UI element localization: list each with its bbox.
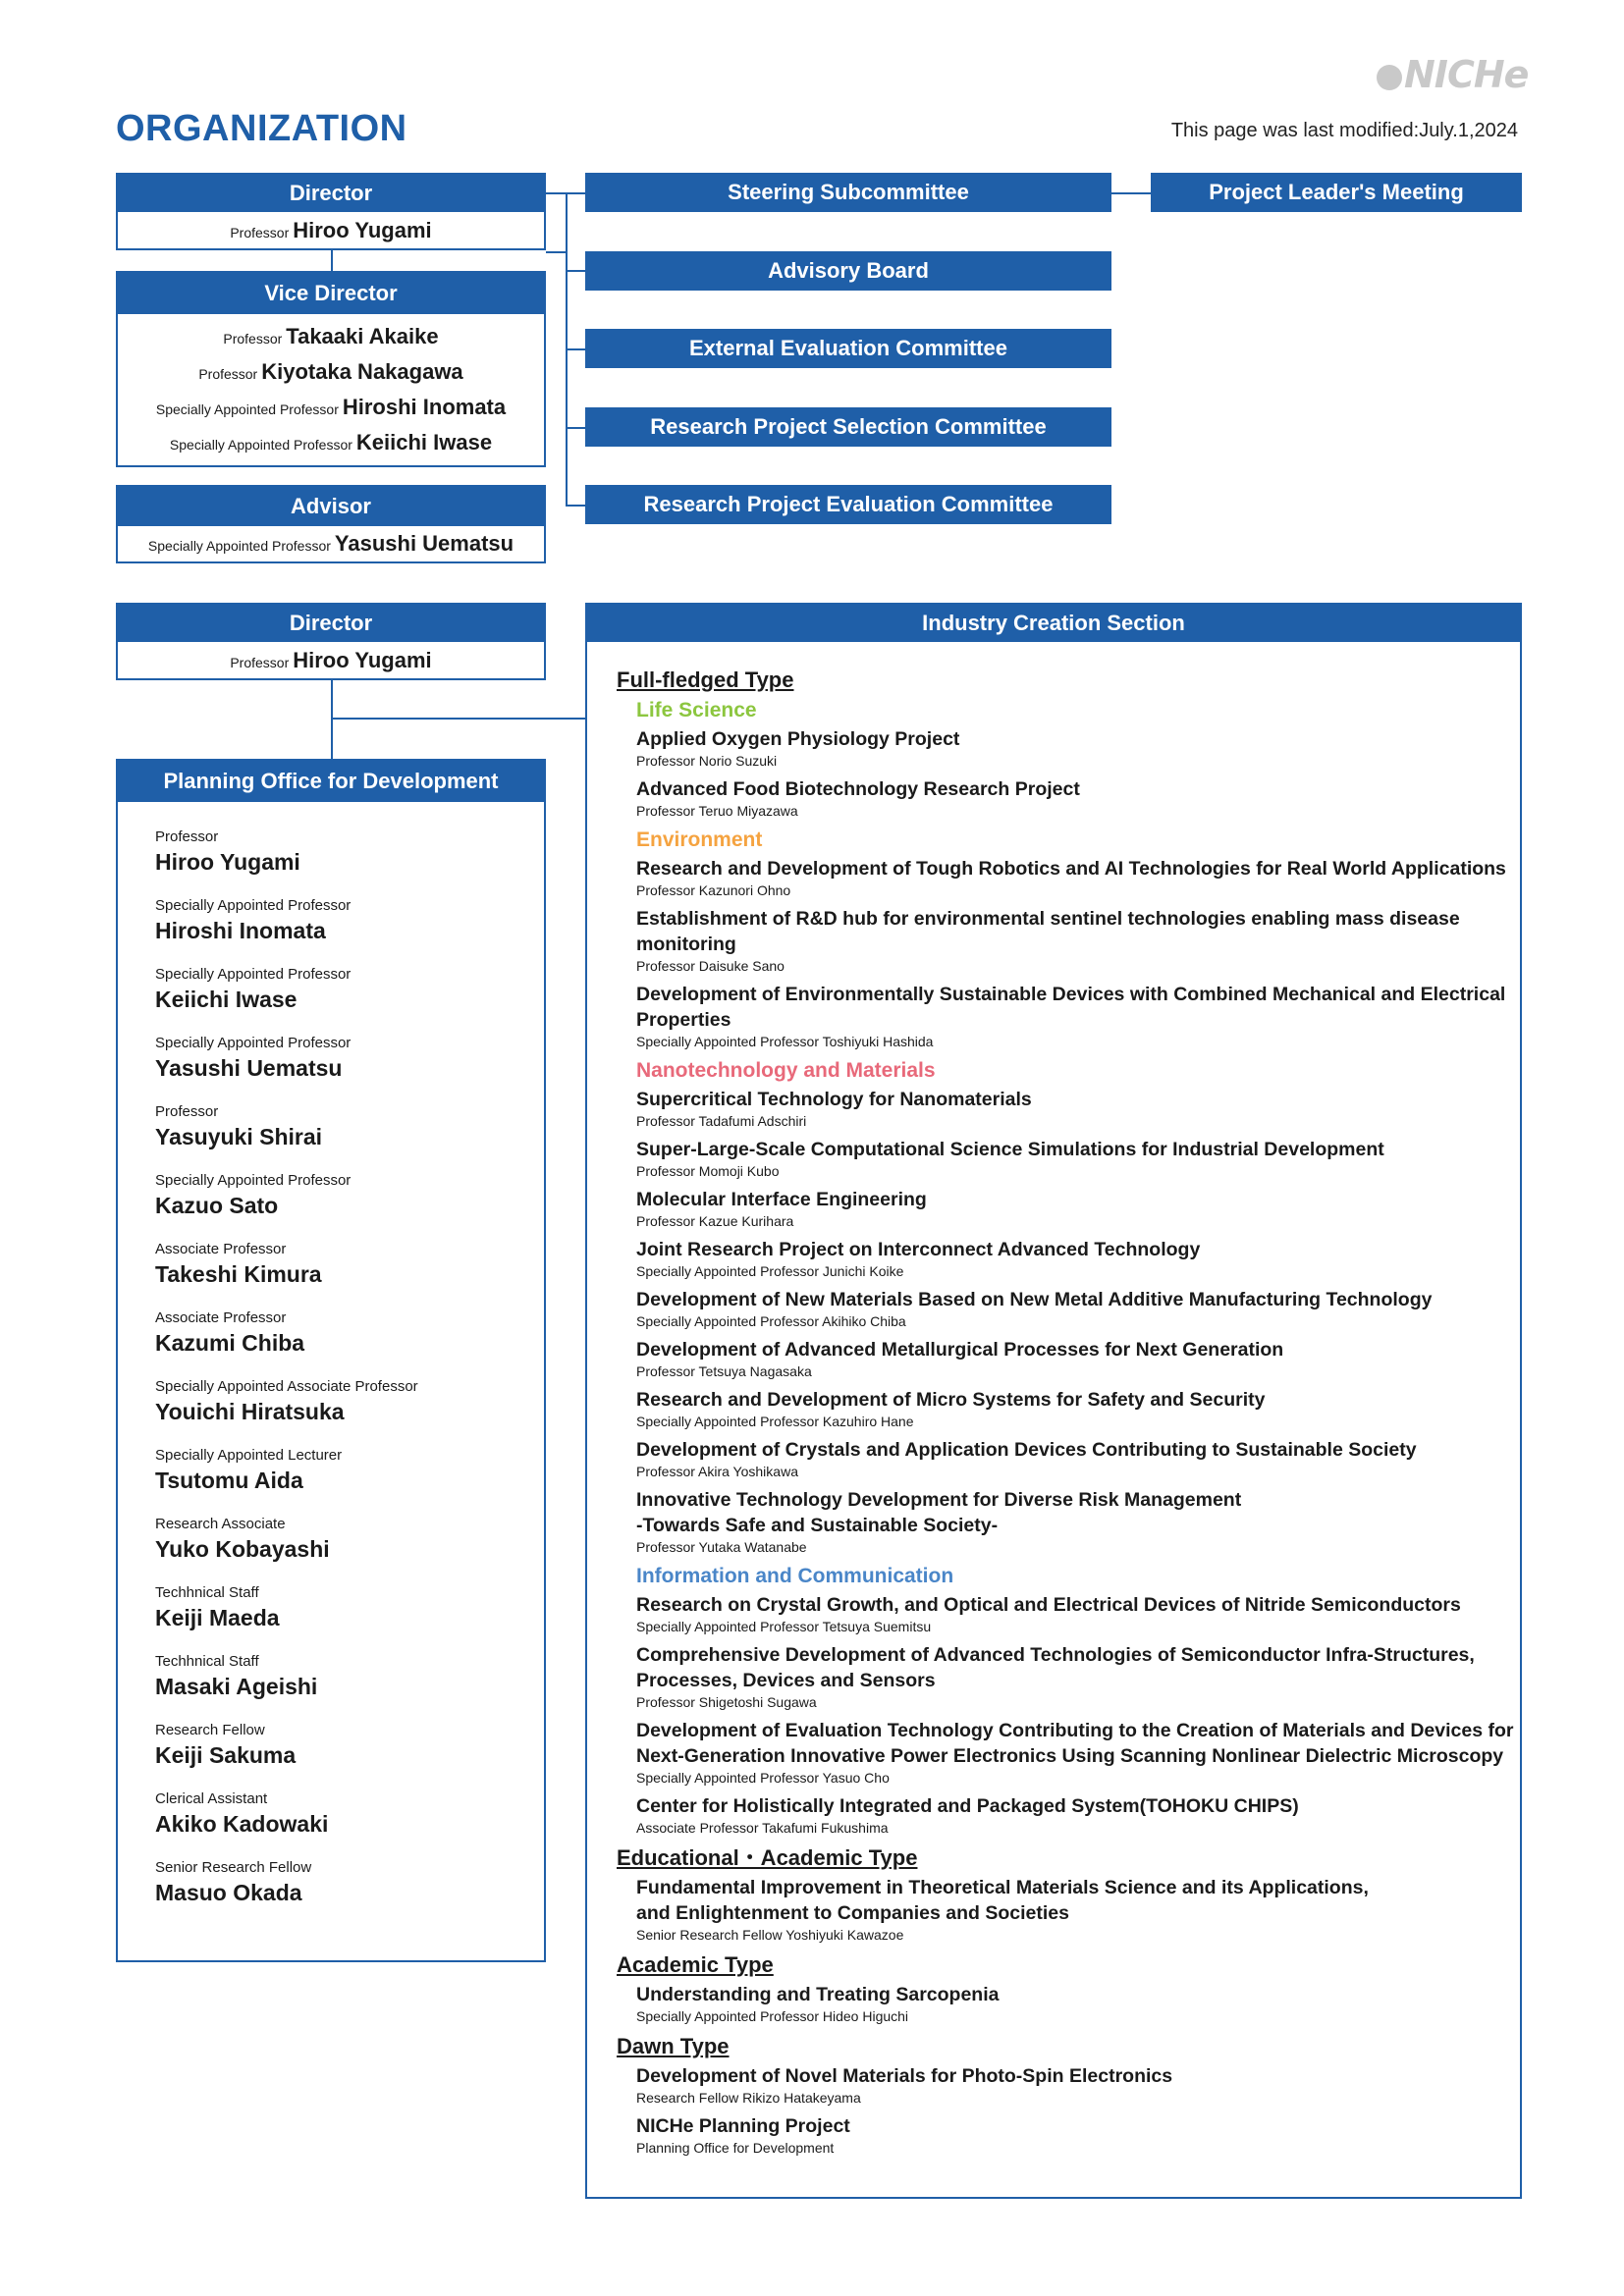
staff-name: Yuko Kobayashi [155,1536,330,1562]
project-title: Fundamental Improvement in Theoretical Materials Science and its Applications, [636,1877,1369,1898]
project-person: Planning Office for Development [636,2140,835,2156]
project-title: -Towards Safe and Sustainable Society- [636,1515,999,1536]
connector [566,348,585,350]
staff-role: Specially Appointed Professor [155,1172,352,1189]
project-person: Professor Kazue Kurihara [636,1213,794,1229]
top-director-person: Professor Hiroo Yugami [230,218,432,242]
staff-name: Hiroo Yugami [155,849,300,875]
staff-role: Techhnical Staff [155,1653,259,1670]
connector [331,250,333,271]
staff-role: Specially Appointed Lecturer [155,1447,343,1464]
staff-name: Youichi Hiratsuka [155,1399,345,1424]
project-person: Associate Professor Takafumi Fukushima [636,1820,889,1836]
project-item [636,1237,1520,1280]
staff-role: Professor [155,828,219,845]
connector [1111,192,1151,194]
staff-role: Specially Appointed Professor [155,966,352,983]
project-title: Understanding and Treating Sarcopenia [636,1984,1000,2005]
staff-name: Takeshi Kimura [155,1261,322,1287]
project-item [636,1187,1520,1230]
staff-name: Masaki Ageishi [155,1674,318,1699]
project-title: Joint Research Project on Interconnect Advanced Technology [636,1239,1201,1260]
project-item [636,1137,1520,1180]
field-heading: Life Science [636,699,757,721]
project-item [636,982,1520,1050]
project-title: Center for Holistically Integrated and Packaged System(TOHOKU CHIPS) [636,1795,1299,1817]
committee-external-evaluation: External Evaluation Committee [585,329,1111,368]
project-item [636,1337,1520,1380]
staff-name: Keiji Sakuma [155,1742,297,1768]
connector [566,270,585,272]
logo-text: NICHe [1404,53,1529,96]
project-person: Specially Appointed Professor Junichi Koike [636,1263,904,1279]
project-title: Research on Crystal Growth, and Optical and Electrical Devices of Nitride Semiconductors [636,1594,1461,1616]
committee-project-evaluation: Research Project Evaluation Committee [585,485,1111,524]
project-person: Professor Shigetoshi Sugawa [636,1694,817,1710]
advisor-person: Specially Appointed Professor Yasushi Uematsu [147,531,514,556]
last-modified: This page was last modified:July.1,2024 [1170,120,1518,141]
project-title: Research and Development of Tough Robotics and AI Technologies for Real World Applications [636,858,1506,880]
project-title: and Enlightenment to Companies and Societies [636,1902,1069,1924]
project-person: Specially Appointed Professor Akihiko Chiba [636,1313,906,1329]
planning-office-label: Planning Office for Development [118,761,544,802]
logo-mark-icon [1377,65,1402,90]
staff-name: Akiko Kadowaki [155,1811,329,1837]
staff-role: Specially Appointed Associate Professor [155,1378,418,1395]
project-item [636,2113,1520,2157]
top-director-box [116,173,546,250]
staff-name: Kazuo Sato [155,1193,279,1218]
niche-logo [1377,55,1583,94]
project-person: Specially Appointed Professor Hideo Higuchi [636,2008,909,2024]
project-title: Super-Large-Scale Computational Science Simulations for Industrial Development [636,1139,1384,1160]
advisor-label: Advisor [118,487,544,526]
project-title: Molecular Interface Engineering [636,1189,927,1210]
project-item [636,1592,1520,1635]
page-title: ORGANIZATION [116,108,407,149]
staff-name: Keiichi Iwase [155,987,298,1012]
project-title: Development of Novel Materials for Photo-Spin Electronics [636,2065,1173,2087]
connector [331,718,585,720]
industry-project-list [587,642,1520,2157]
bottom-director-box [116,603,546,680]
project-person: Professor Kazunori Ohno [636,882,791,898]
connector [566,505,585,507]
project-person: Professor Norio Suzuki [636,753,778,769]
connector [331,680,333,759]
project-person: Specially Appointed Professor Yasuo Cho [636,1770,890,1786]
staff-role: Research Fellow [155,1722,265,1738]
committee-advisory-board: Advisory Board [585,251,1111,291]
planning-staff-list [118,802,544,1907]
planning-office-box [116,759,546,1962]
staff-role: Specially Appointed Professor [155,1035,352,1051]
staff-role: Associate Professor [155,1309,287,1326]
project-type-heading: Academic Type [617,1952,774,1977]
project-type-heading: Dawn Type [617,2034,730,2058]
project-item [636,1437,1520,1480]
project-item [636,1387,1520,1430]
field-heading: Nanotechnology and Materials [636,1059,936,1082]
project-item [636,1793,1520,1837]
top-director-label: Director [118,175,544,212]
project-item [636,856,1520,899]
staff-role: Clerical Assistant [155,1790,268,1807]
project-leaders-meeting: Project Leader's Meeting [1151,173,1522,212]
staff-name: Yasushi Uematsu [155,1055,343,1081]
staff-role: Research Associate [155,1516,286,1532]
project-title: Innovative Technology Development for Diverse Risk Management [636,1489,1242,1511]
project-item [636,1487,1520,1556]
project-title: Comprehensive Development of Advanced Technologies of Semiconductor Infra-Structures, [636,1644,1475,1666]
field-heading: Information and Communication [636,1565,954,1587]
project-person: Professor Teruo Miyazawa [636,803,798,819]
project-item [636,1718,1520,1787]
committee-project-selection: Research Project Selection Committee [585,407,1111,447]
project-title: Development of New Materials Based on New Metal Additive Manufacturing Technology [636,1289,1433,1310]
project-item [636,906,1520,975]
staff-role: Techhnical Staff [155,1584,259,1601]
project-person: Professor Momoji Kubo [636,1163,780,1179]
field-heading: Environment [636,828,763,851]
project-person: Professor Tadafumi Adschiri [636,1113,807,1129]
project-person: Specially Appointed Professor Tetsuya Suemitsu [636,1619,932,1634]
project-person: Senior Research Fellow Yoshiyuki Kawazoe [636,1927,904,1943]
staff-name: Kazumi Chiba [155,1330,305,1356]
project-title: NICHe Planning Project [636,2115,850,2137]
project-title: Processes, Devices and Sensors [636,1670,936,1691]
staff-role: Professor [155,1103,219,1120]
staff-name: Masuo Okada [155,1880,302,1905]
bottom-director-label: Director [118,605,544,642]
project-person: Specially Appointed Professor Kazuhiro Hane [636,1414,914,1429]
project-item [636,2063,1520,2107]
industry-section-box [585,603,1522,2199]
project-item [636,1287,1520,1330]
staff-name: Hiroshi Inomata [155,918,326,943]
staff-name: Keiji Maeda [155,1605,280,1630]
vice-director-person: Specially Appointed Professor Keiichi Iwase [169,430,493,454]
project-item [636,776,1520,820]
project-title: Development of Environmentally Sustainable Devices with Combined Mechanical and Electrical Properties [636,984,1506,1031]
connector [546,251,568,253]
project-item [636,726,1520,770]
project-title: Advanced Food Biotechnology Research Project [636,778,1080,800]
staff-role: Senior Research Fellow [155,1859,312,1876]
vice-director-box [116,271,546,467]
vice-director-label: Vice Director [118,273,544,314]
project-person: Specially Appointed Professor Toshiyuki Hashida [636,1034,934,1049]
vice-director-person: Specially Appointed Professor Hiroshi Inomata [155,395,507,419]
project-person: Professor Tetsuya Nagasaka [636,1363,812,1379]
project-item [636,1982,1520,2025]
project-type-heading: Full-fledged Type [617,667,794,692]
bottom-director-person: Professor Hiroo Yugami [230,648,432,672]
staff-name: Yasuyuki Shirai [155,1124,323,1149]
project-person: Professor Akira Yoshikawa [636,1464,798,1479]
staff-name: Tsutomu Aida [155,1468,303,1493]
project-type-heading: Educational・Academic Type [617,1845,918,1870]
vice-director-person: Professor Kiyotaka Nakagawa [198,359,463,384]
advisor-box [116,485,546,563]
project-title: Development of Advanced Metallurgical Processes for Next Generation [636,1339,1284,1361]
project-title: Development of Crystals and Application Devices Contributing to Sustainable Society [636,1439,1417,1461]
staff-role: Associate Professor [155,1241,287,1257]
project-title: Applied Oxygen Physiology Project [636,728,960,750]
industry-section-label: Industry Creation Section [587,605,1520,642]
project-person: Professor Yutaka Watanabe [636,1539,807,1555]
project-title: Supercritical Technology for Nanomaterials [636,1089,1032,1110]
project-title: Establishment of R&D hub for environmental sentinel technologies enabling mass disease monitoring [636,908,1460,955]
project-title: Research and Development of Micro Systems for Safety and Security [636,1389,1266,1411]
project-item [636,1087,1520,1130]
project-item [636,1875,1520,1944]
project-title: Development of Evaluation Technology Contributing to the Creation of Materials and Devices for [636,1720,1514,1741]
project-item [636,1642,1520,1711]
vice-director-person: Professor Takaaki Akaike [223,324,439,348]
staff-role: Specially Appointed Professor [155,897,352,914]
connector [566,427,585,429]
project-person: Professor Daisuke Sano [636,958,785,974]
project-title: Next-Generation Innovative Power Electronics Using Scanning Nonlinear Dielectric Microscopy [636,1745,1504,1767]
project-person: Research Fellow Rikizo Hatakeyama [636,2090,861,2106]
committee-steering: Steering Subcommittee [585,173,1111,212]
